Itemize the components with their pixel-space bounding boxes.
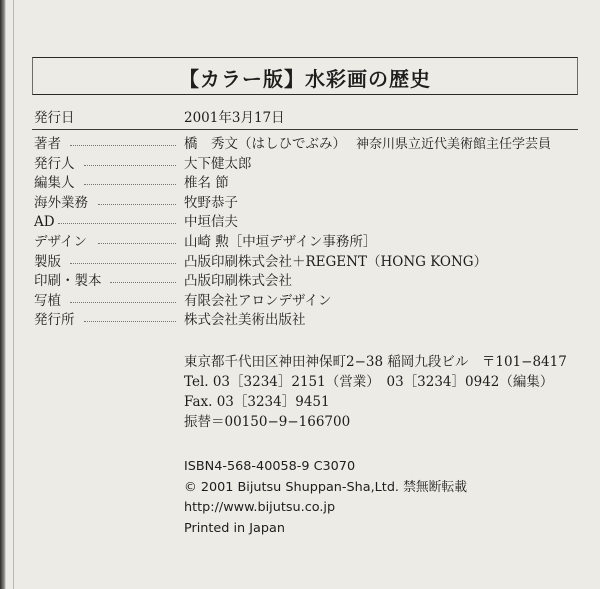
- credit-row-design: [32, 233, 578, 253]
- credit-label: 発行人: [34, 155, 75, 172]
- website-url: http://www.bijutsu.co.jp: [184, 500, 336, 516]
- credit-label: AD: [34, 214, 55, 231]
- credit-value: 椎名 節: [184, 175, 229, 192]
- credit-value: 凸版印刷株式会社＋REGENT（HONG KONG）: [184, 253, 488, 270]
- isbn: ISBN4-568-40058-9 C3070: [184, 459, 356, 474]
- publication-date-label: 発行日: [34, 110, 75, 126]
- page-binding-edge: [0, 0, 6, 589]
- copyright-notice: © 2001 Bijutsu Shuppan-Sha,Ltd. 禁無断転載: [184, 479, 468, 495]
- credits-list: [32, 135, 578, 331]
- author-name: 橋 秀文（はしひでぶみ）: [184, 136, 346, 152]
- printed-in: Printed in Japan: [184, 521, 285, 537]
- credit-label: 製版: [34, 253, 61, 270]
- separator-line: [32, 129, 578, 130]
- credit-value: 株式会社美術出版社: [184, 312, 306, 329]
- leader-dots: [98, 243, 176, 244]
- title-box: [32, 57, 578, 95]
- credit-label: 著者: [34, 136, 61, 152]
- publisher-address-block: [184, 352, 567, 432]
- leader-dots: [84, 321, 176, 322]
- leader-dots: [84, 165, 176, 166]
- telephone-numbers: Tel. 03［3234］2151（営業） 03［3234］0942（編集）: [184, 374, 554, 390]
- leader-dots: [58, 223, 176, 224]
- credit-value: [184, 135, 551, 155]
- leader-dots: [98, 204, 176, 205]
- transfer-account: 振替＝00150−9−166700: [184, 414, 351, 430]
- leader-dots: [70, 145, 176, 146]
- leader-dots: [70, 263, 176, 264]
- fax-number: Fax. 03［3234］9451: [184, 394, 330, 410]
- leader-dots: [84, 184, 176, 185]
- imprint-block: [184, 457, 467, 540]
- credit-label: 編集人: [34, 175, 75, 192]
- credit-row-plate-making: [32, 253, 578, 273]
- credit-label: 発行所: [34, 312, 75, 329]
- credit-label: デザイン: [34, 233, 88, 250]
- credit-row-author: [32, 135, 578, 155]
- credit-value: 中垣信夫: [184, 214, 238, 231]
- street-address: 東京都千代田区神田神保町2−38 稲岡九段ビル 〒101−8417: [184, 354, 567, 370]
- credit-value: 牧野恭子: [184, 194, 238, 211]
- credit-label: 印刷・製本: [34, 273, 102, 290]
- credit-row-publisher: [32, 311, 578, 331]
- credit-value: 山崎 勲［中垣デザイン事務所］: [184, 233, 377, 250]
- book-title: 【カラー版】水彩画の歴史: [179, 67, 431, 91]
- credit-value: 凸版印刷株式会社: [184, 273, 292, 290]
- credit-row-publisher-person: [32, 155, 578, 175]
- leader-dots: [70, 302, 176, 303]
- leader-dots: [110, 282, 176, 283]
- credit-label: 写植: [34, 292, 61, 309]
- author-affiliation: 神奈川県立近代美術館主任学芸員: [356, 137, 552, 152]
- credit-label: 海外業務: [34, 194, 88, 211]
- credit-value: 大下健太郎: [184, 155, 252, 172]
- credit-value: 有限会社アロンデザイン: [184, 292, 332, 309]
- credit-row-editor: [32, 174, 578, 194]
- publication-date-value: 2001年3月17日: [184, 110, 285, 126]
- credit-row-art-director: [32, 213, 578, 233]
- credit-row-typesetting: [32, 292, 578, 312]
- credit-row-overseas: [32, 194, 578, 214]
- margin-rule: [13, 0, 14, 589]
- credit-row-printing: [32, 272, 578, 292]
- publication-date-row: [32, 106, 578, 130]
